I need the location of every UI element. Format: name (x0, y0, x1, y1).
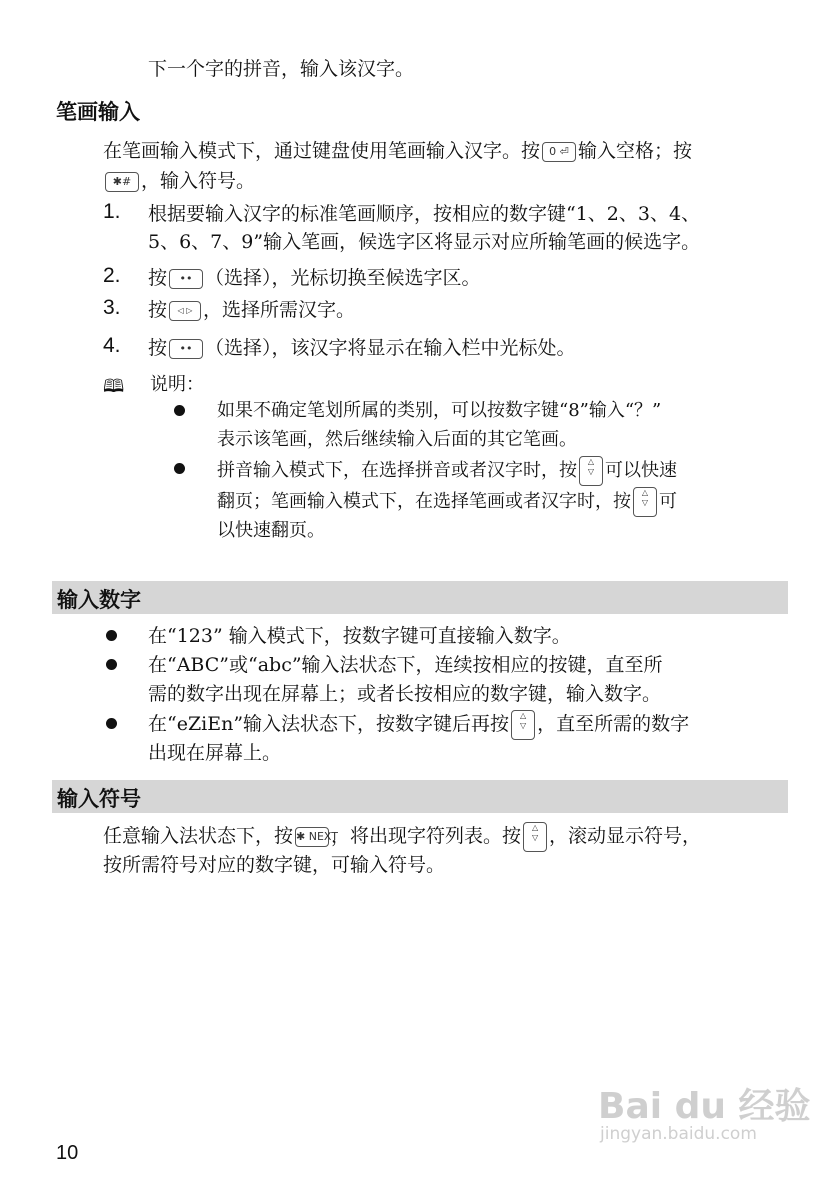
step-number: 2. (103, 264, 121, 287)
up-down-key-icon: △ ▽ (511, 710, 535, 740)
watermark-logo: Bai du 经验 (598, 1086, 811, 1127)
space-key-icon: 0 ⏎ (542, 142, 576, 162)
step-3-text: 按 ◁ ▷ ，选择所需汉字。 (148, 299, 356, 321)
bullet (106, 630, 117, 641)
stroke-paragraph-line2: ✱# ，输入符号。 (103, 168, 255, 194)
star-next-key-icon: ✱ NEXT (295, 827, 329, 847)
intro-line: 下一个字的拼音，输入该汉字。 (148, 58, 415, 80)
page-number: 10 (56, 1142, 79, 1164)
step-number: 1. (103, 200, 121, 223)
step-number: 3. (103, 296, 121, 319)
bullet (174, 463, 185, 474)
numbers-item-3-line1: 在“eZiEn”输入法状态下，按数字键后再按 △ ▽ ，直至所需的数字 (148, 710, 689, 740)
section-bar-symbols (52, 780, 788, 813)
symbols-line1: 任意输入法状态下，按 ✱ NEXT，将出现字符列表。按 △ ▽ ，滚动显示符号， (103, 822, 701, 852)
numbers-item-1: 在“123” 输入模式下，按数字键可直接输入数字。 (148, 625, 571, 647)
note-1-line1: 如果不确定笔划所属的类别，可以按数字键“8”输入“？” (217, 400, 662, 421)
left-right-key-icon: ◁ ▷ (169, 301, 201, 321)
symbols-line2: 按所需符号对应的数字键，可输入符号。 (103, 854, 446, 876)
up-down-key-icon: △ ▽ (523, 822, 547, 852)
note-2-line2: 翻页；笔画输入模式下，在选择笔画或者汉字时，按 △ ▽ 可 (217, 487, 677, 517)
select-key-icon: •• (169, 269, 203, 289)
numbers-item-3-line2: 出现在屏幕上。 (148, 742, 282, 764)
section-title-numbers: 输入数字 (57, 588, 141, 612)
up-down-key-icon: △ ▽ (579, 456, 603, 486)
note-1-line2: 表示该笔画，然后继续输入后面的其它笔画。 (217, 429, 577, 450)
step-number: 4. (103, 334, 121, 357)
numbers-item-2-line1: 在“ABC”或“abc”输入法状态下，连续按相应的按键，直至所 (148, 654, 663, 676)
note-label: 说明： (150, 374, 204, 395)
star-key-icon: ✱# (105, 172, 139, 192)
step-1-line2: 5、6、7、9”输入笔画，候选字区将显示对应所输笔画的候选字。 (148, 231, 701, 253)
section-title-symbols: 输入符号 (57, 787, 141, 811)
step-2-text: 按 •• （选择），光标切换至候选字区。 (148, 267, 481, 289)
section-bar-numbers (52, 581, 788, 614)
note-2-line3: 以快速翻页。 (217, 520, 325, 541)
watermark-url: jingyan.baidu.com (600, 1124, 757, 1144)
step-1-line1: 根据要输入汉字的标准笔画顺序，按相应的数字键“1、2、3、4、 (148, 203, 701, 225)
step-4-text: 按 •• （选择），该汉字将显示在输入栏中光标处。 (148, 337, 576, 359)
note-2-line1: 拼音输入模式下，在选择拼音或者汉字时，按 △ ▽ 可以快速 (217, 456, 677, 486)
bullet (174, 405, 185, 416)
up-down-key-icon: △ ▽ (633, 487, 657, 517)
stroke-paragraph-line1: 在笔画输入模式下，通过键盘使用笔画输入汉字。按 0 ⏎ 输入空格；按 (103, 140, 693, 162)
book-icon: 🕮 (103, 376, 125, 397)
section-title-stroke: 笔画输入 (56, 100, 140, 124)
select-key-icon: •• (169, 339, 203, 359)
numbers-item-2-line2: 需的数字出现在屏幕上；或者长按相应的数字键，输入数字。 (148, 683, 662, 705)
bullet (106, 718, 117, 729)
bullet (106, 659, 117, 670)
